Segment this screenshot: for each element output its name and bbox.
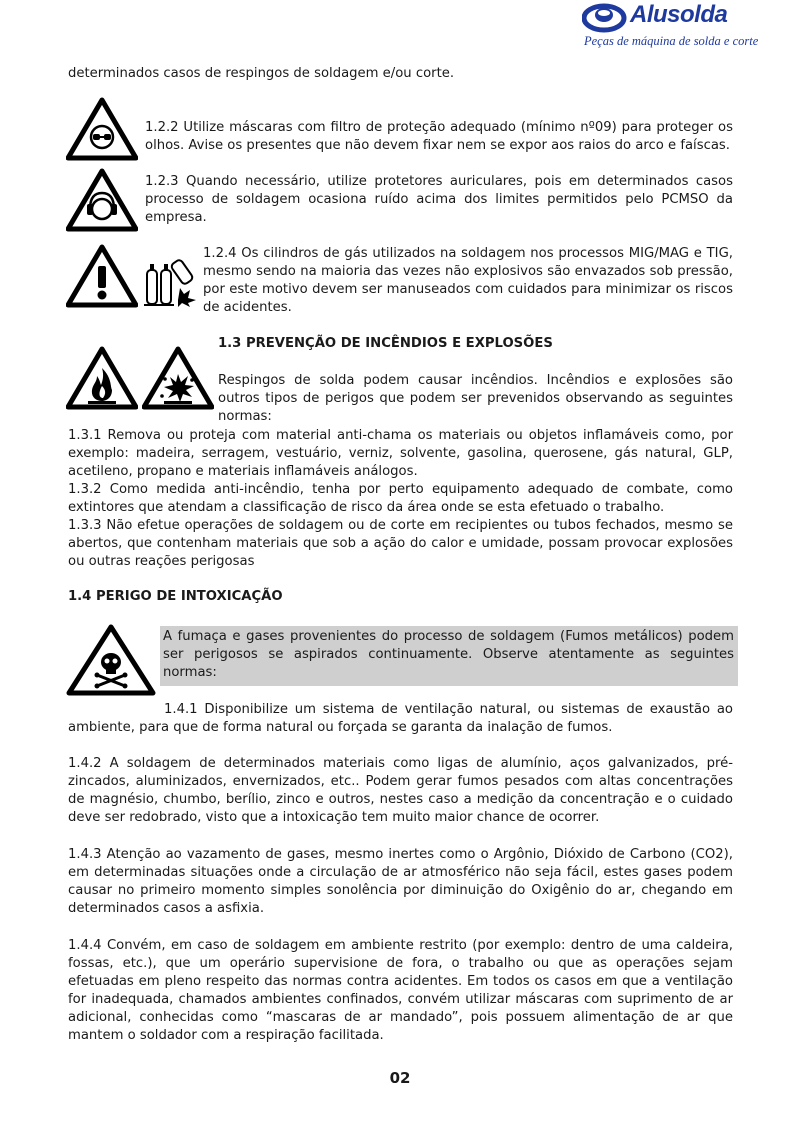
toxic-fumes-highlight-box: A fumaça e gases provenientes do processo de soldagem (Fumos metálicos) podem ser perigosos se aspirados continuamente. Observe atentamente as seguintes normas: [160,626,738,686]
ear-protection-warning-icon [66,168,138,232]
flammable-warning-icon [66,346,138,410]
paragraph-1-2-2: 1.2.2 Utilize máscaras com filtro de proteção adequado (mínimo nº09) para proteger os olhos. Avise os presentes que não devem fixar nem se expor aos raios do arco e faíscas. [145,120,733,153]
general-warning-icon [66,244,138,308]
section-heading-1-3: 1.3 PREVENÇÃO DE INCÊNDIOS E EXPLOSÕES [218,336,553,351]
section-heading-1-4: 1.4 PERIGO DE INTOXICAÇÃO [68,589,283,604]
page-number: 02 [389,1069,411,1087]
paragraph-1-3-2: 1.3.2 Como medida anti-incêndio, tenha por perto equipamento adequado de combate, como extintores que atendam a classificação de risco da área onde se esta efetuado o trabalho. [68,482,733,515]
paragraph-1-4-4: 1.4.4 Convém, em caso de soldagem em ambiente restrito (por exemplo: dentro de uma caldeira, fossas, etc.), que um operário supervisione de fora, o trabalho ou que as operações sejam efetuadas em pleno respeito das normas contra acidentes. Em todos os casos em que a ventilação for inadequada, chamados ambientes confinados, convém utilizar máscaras com suprimento de ar adicional, conhecidas como “mascaras de ar mandado”, pois possuem alimentação de ar que mantem o soldador com a respiração facilitada. [68,938,733,1043]
gas-cylinder-icon [142,254,198,308]
intro-line: determinados casos de respingos de soldagem e/ou corte. [68,66,455,81]
paragraph-1-3-3: 1.3.3 Não efetue operações de soldagem ou de corte em recipientes ou tubos fechados, mesmo se abertos, que contenham materiais que sob a ação do calor e umidade, possam provocar explosões ou outras reações perigosas [68,518,733,569]
paragraph-1-2-3: 1.2.3 Quando necessário, utilize protetores auriculares, pois em determinados casos processo de soldagem ocasiona ruído acima dos limites permitidos pelo PCMSO da empresa. [145,174,733,225]
logo-name: Alusolda [630,1,728,28]
paragraph-1-3-1: 1.3.1 Remova ou proteja com material anti-chama os materiais ou objetos inflamáveis como, por exemplo: madeira, serragem, vestuário, verniz, solvente, gasolina, querosene, gás natural, GLP, acetileno, propano e materiais inflamáveis análogos. [68,428,733,479]
paragraph-1-4-2: 1.4.2 A soldagem de determinados materiais como ligas de alumínio, aços galvanizados, pré-zincados, aluminizados, envernizados, etc.. Podem gerar fumos pesados com altas concentrações de magnésio, chumbo, berílio, zinco e outros, nestes caso a medição da concentração e o cuidado deve ser redobrado, visto que a intoxicação tem muito maior chance de ocorrer. [68,756,733,825]
explosive-warning-icon [142,346,214,410]
alusolda-logo-icon [582,2,628,34]
logo-tagline: Peças de máquina de solda e corte [584,34,759,48]
eye-protection-warning-icon [66,97,138,161]
toxic-warning-icon [66,624,156,696]
paragraph-1-4-3: 1.4.3 Atenção ao vazamento de gases, mesmo inertes como o Argônio, Dióxido de Carbono (CO2), em determinadas situações onde a circulação de ar atmosférico não seja fácil, estes gases podem causar no primeiro momento simples sonolência por diminuição do Oxigênio do ar, chegando em determinados casos a asfixia. [68,847,733,916]
paragraph-1-4-1: 1.4.1 Disponibilize um sistema de ventilação natural, ou sistemas de exaustão ao ambiente, para que de forma natural ou forçada se garanta da inalação de fumos. [68,702,733,735]
paragraph-1-2-4: 1.2.4 Os cilindros de gás utilizados na soldagem nos processos MIG/MAG e TIG, mesmo sendo na maioria das vezes não explosivos são envazados sob pressão, por este motivo devem ser manuseados com cuidados para minimizar os riscos de acidentes. [203,246,733,315]
brand-logo [582,1,759,50]
paragraph-1-3-intro: Respingos de solda podem causar incêndios. Incêndios e explosões são outros tipos de perigos que podem ser prevenidos observando as seguintes normas: [218,373,733,424]
